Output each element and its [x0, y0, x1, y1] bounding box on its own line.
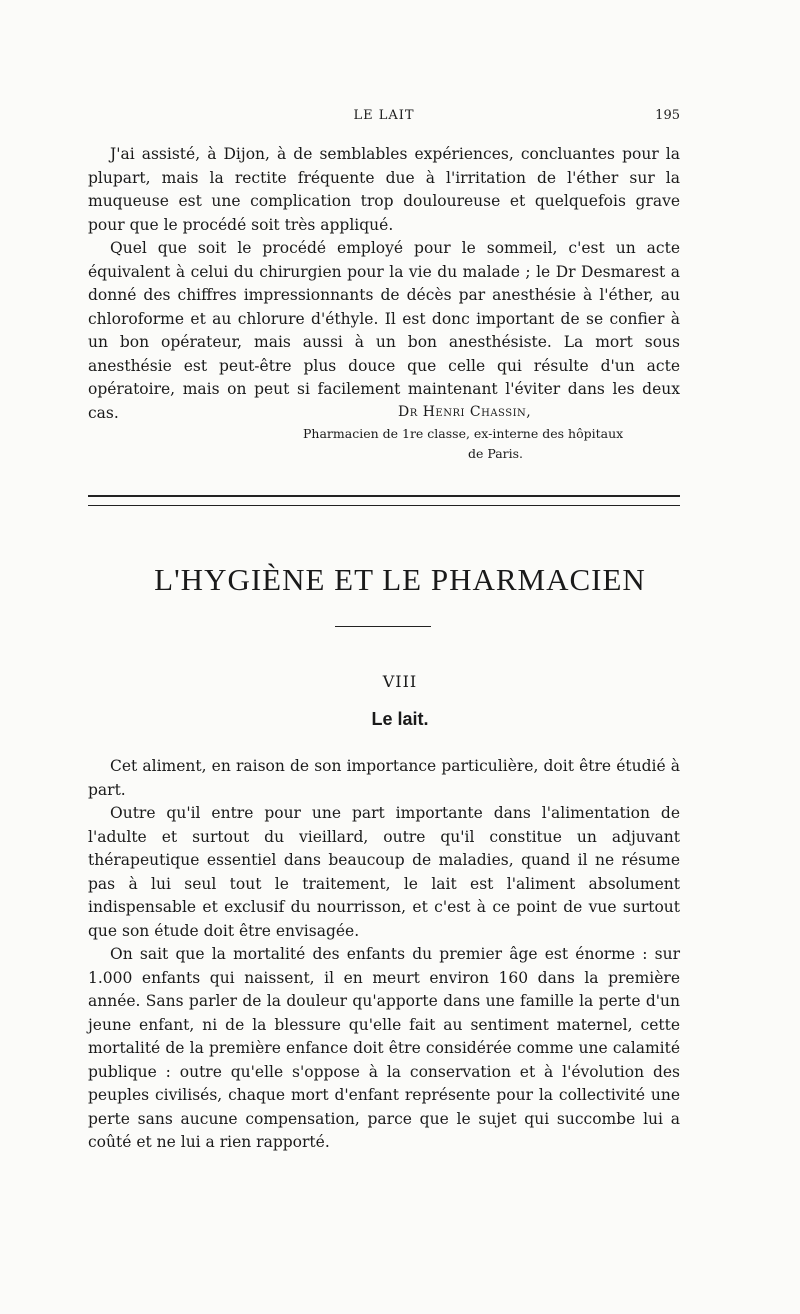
signature-name: Dr Henri Chassin, — [398, 404, 532, 420]
previous-article-body — [88, 143, 680, 425]
paragraph: Quel que soit le procédé employé pour le sommeil, c'est un acte équivalent à celui du chirurgien pour la vie du malade ; le Dr Desmarest a donné des chiffres impressionnants de décès par anesthésie à l'éther, au chloroforme et au chlorure d'éthyle. Il est donc important de se confier à un bon opérateur, mais aussi à un bon anesthésiste. La mort sous anesthésie est peut-être plus douce que celle qui résulte d'un acte opératoire, mais on peut si facilement maintenant l'éviter dans les deux cas. — [88, 239, 680, 422]
running-title: LE LAIT — [353, 108, 415, 123]
signature-title: Pharmacien de 1re classe, ex-interne des hôpitaux — [303, 426, 624, 441]
article-body — [88, 755, 680, 1155]
section-number: VIII — [382, 672, 418, 691]
section-divider — [88, 495, 680, 506]
page-number: 195 — [655, 108, 680, 123]
paragraph: Cet aliment, en raison de son importance particulière, doit être étudié à part. — [88, 757, 680, 799]
paragraph: Outre qu'il entre pour une part importante dans l'alimentation de l'adulte et surtout du vieillard, outre qu'il constitue un adjuvant thérapeutique essentiel dans beaucoup de maladies, quand il ne résume pas à lui seul tout le traitement, le lait est l'aliment absolument indispensable et exclusif du nourrisson, et c'est à ce point de vue surtout que son étude doit être envisagée. — [88, 804, 680, 940]
paragraph: On sait que la mortalité des enfants du premier âge est énorme : sur 1.000 enfants qui naissent, il en meurt environ 160 dans la première année. Sans parler de la douleur qu'apporte dans une famille la perte d'un jeune enfant, ni de la blessure qu'elle fait au sentiment maternel, cette mortalité de la première enfance doit être considérée comme une calamité publique : outre qu'elle s'oppose à la conservation et à l'évolution des peuples civilisés, chaque mort d'enfant représente pour la collectivité une perte sans aucune compensation, parce que le sujet qui succombe lui a coûté et ne lui a rien rapporté. — [88, 945, 680, 1151]
running-head — [88, 108, 680, 128]
paragraph: J'ai assisté, à Dijon, à de semblables expériences, concluantes pour la plupart, mais la rectite fréquente due à l'irritation de l'éther sur la muqueuse est une complication trop douloureuse et quelquefois grave pour que le procédé soit très appliqué. — [88, 145, 680, 234]
section-title: L'HYGIÈNE ET LE PHARMACIEN — [154, 562, 646, 597]
title-rule — [335, 626, 431, 627]
article-title: Le lait. — [371, 709, 429, 729]
signature-city: de Paris. — [468, 446, 524, 461]
